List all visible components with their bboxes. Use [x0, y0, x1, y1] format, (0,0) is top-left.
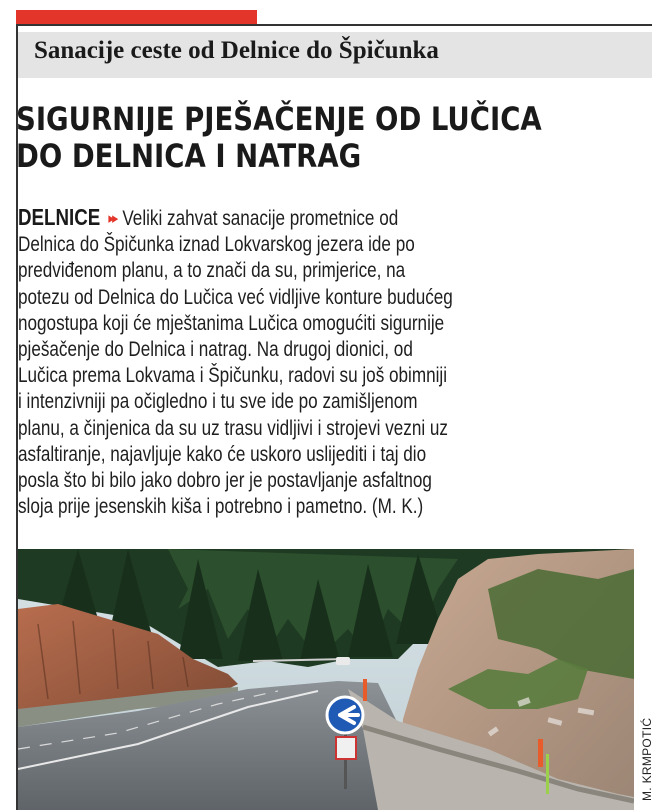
- body-line: predviđenom planu, a to znači da su, primjerice, na: [18, 259, 406, 283]
- body-line: planu, a činjenica da su uz trasu vidljivi i strojevi vezni uz: [18, 416, 448, 440]
- article-body: [18, 204, 621, 520]
- body-line: [18, 204, 621, 232]
- body-line: potezu od Delnica do Lučica već vidljive konture budućeg: [18, 285, 453, 309]
- body-line: Delnica do Špičunka iznad Lokvarskog jezera ide po: [18, 233, 415, 257]
- body-line-text: Veliki zahvat sanacije prometnice od: [122, 207, 399, 230]
- photo-credit: M. KRMPOTIĆ: [640, 717, 654, 801]
- body-line: pješačenje do Delnica i natrag. Na drugoj dionici, od: [18, 338, 413, 362]
- body-line: i intenzivniji pa očigledno i tu sve ide po zamišljenom: [18, 390, 418, 414]
- article-photo: [18, 549, 634, 810]
- body-line: sloja prije jesenskih kiša i potrebno i pametno. (M. K.): [18, 495, 424, 519]
- article-kicker: Sanacije ceste od Delnice do Špičunka: [34, 37, 439, 64]
- body-line: Lučica prema Lokvama i Špičunku, radovi su još obimniji: [18, 364, 448, 388]
- body-line: posla što bi bilo jako dobro jer je postavljanje asfaltnog: [18, 469, 432, 493]
- body-line: asfaltiranje, najavljuje kako će uskoro uslijediti i taj dio: [18, 442, 427, 466]
- article-headline: [16, 101, 566, 175]
- top-rule: [16, 24, 652, 26]
- road-works-photo: [18, 549, 634, 810]
- dateline: DELNICE: [18, 204, 101, 230]
- headline-line: SIGURNIJE PJEŠAČENJE OD LUČICA: [16, 100, 542, 138]
- section-accent-bar: [16, 10, 257, 24]
- headline-line: DO DELNICA I NATRAG: [16, 137, 362, 175]
- dateline-arrow-icon: ▸▸: [108, 210, 116, 227]
- body-line: nogostupa koji će mještanima Lučica omogućiti sigurnije: [18, 311, 445, 335]
